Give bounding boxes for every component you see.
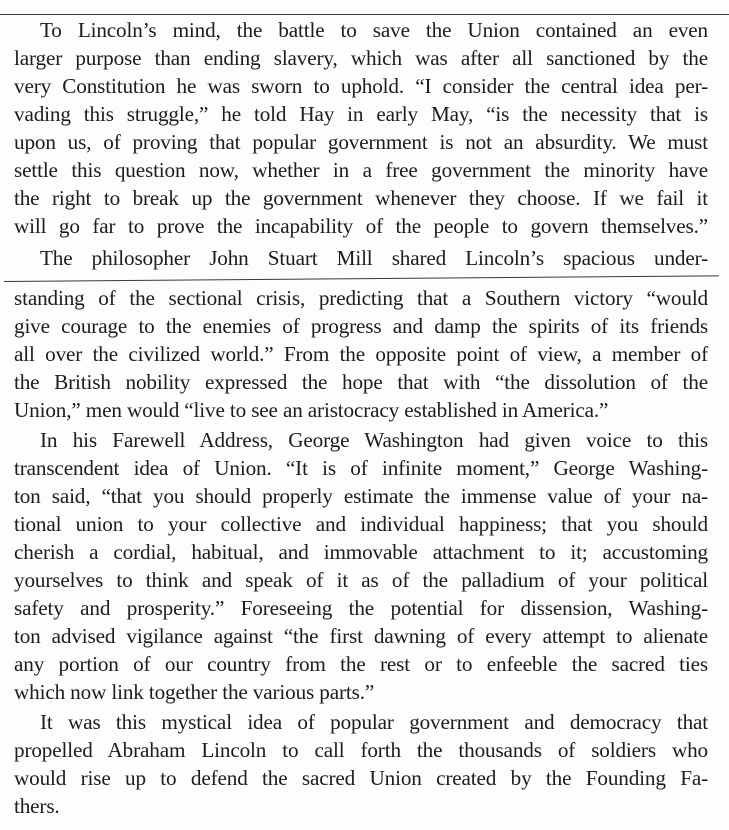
divider-rule bbox=[4, 275, 719, 282]
text-line: cherish a cordial, habitual, and immovable attachment to it; accustoming bbox=[14, 540, 708, 564]
text-line: will go far to prove the incapability of the people to govern themselves.” bbox=[14, 214, 708, 238]
text-line: ton advised vigilance against “the first dawning of every attempt to alienate bbox=[14, 624, 708, 648]
text-line: vading this struggle,” he told Hay in early May, “is the necessity that is bbox=[14, 102, 708, 126]
top-rule bbox=[0, 14, 729, 15]
text-line: To Lincoln’s mind, the battle to save the Union contained an even bbox=[40, 18, 708, 42]
text-line: upon us, of proving that popular government is not an absurdity. We must bbox=[14, 130, 708, 154]
text-line: thers. bbox=[14, 794, 60, 818]
text-line: In his Farewell Address, George Washington had given voice to this bbox=[40, 428, 708, 452]
text-line: tional union to your collective and individual happiness; that you should bbox=[14, 512, 708, 536]
text-line: transcendent idea of Union. “It is of infinite moment,” George Washing- bbox=[14, 456, 708, 480]
text-line: The philosopher John Stuart Mill shared Lincoln’s spacious under- bbox=[40, 246, 708, 270]
text-line: standing of the sectional crisis, predicting that a Southern victory “would bbox=[14, 286, 708, 310]
text-line: yourselves to think and speak of it as of the palladium of your political bbox=[14, 568, 708, 592]
text-line: would rise up to defend the sacred Union created by the Founding Fa- bbox=[14, 766, 708, 790]
text-line: all over the civilized world.” From the opposite point of view, a member of bbox=[14, 342, 708, 366]
text-line: the British nobility expressed the hope that with “the dissolution of the bbox=[14, 370, 708, 394]
text-line: larger purpose than ending slavery, which was after all sanctioned by the bbox=[14, 46, 708, 70]
text-line: any portion of our country from the rest or to enfeeble the sacred ties bbox=[14, 652, 708, 676]
text-line: settle this question now, whether in a free government the minority have bbox=[14, 158, 708, 182]
text-line: propelled Abraham Lincoln to call forth the thousands of soldiers who bbox=[14, 738, 708, 762]
text-line: give courage to the enemies of progress and damp the spirits of its friends bbox=[14, 314, 708, 338]
text-line: very Constitution he was sworn to uphold. “I consider the central idea per- bbox=[14, 74, 708, 98]
text-line: It was this mystical idea of popular government and democracy that bbox=[40, 710, 708, 734]
text-line: the right to break up the government whenever they choose. If we fail it bbox=[14, 186, 708, 210]
text-line: which now link together the various parts.” bbox=[14, 680, 375, 704]
text-line: ton said, “that you should properly estimate the immense value of your na- bbox=[14, 484, 708, 508]
text-line: Union,” men would “live to see an aristocracy established in America.” bbox=[14, 398, 609, 422]
text-line: safety and prosperity.” Foreseeing the potential for dissension, Washing- bbox=[14, 596, 708, 620]
